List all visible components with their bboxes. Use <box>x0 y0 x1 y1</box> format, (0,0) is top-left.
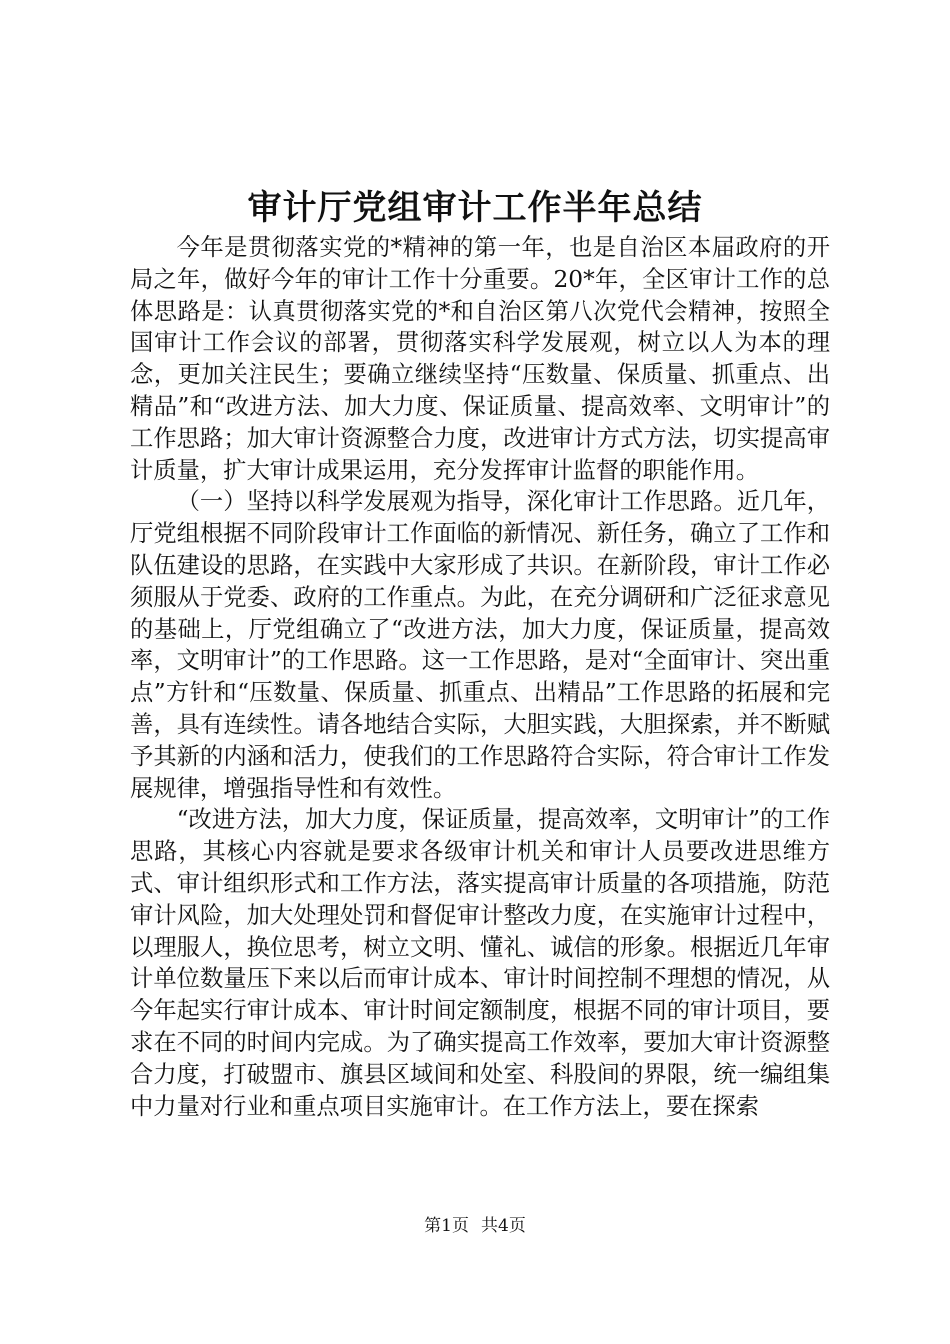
paragraph-2: （一）坚持以科学发展观为指导，深化审计工作思路。近几年，厅党组根据不同阶段审计工作面临的新情况、新任务，确立了工作和队伍建设的思路，在实践中大家形成了共识。在新阶段，审计工作必须服从于党委、政府的工作重点。为此，在充分调研和广泛征求意见的基础上，厅党组确立了“改进方法，加大力度，保证质量，提高效率，文明审计”的工作思路。这一工作思路，是对“全面审计、突出重点”方针和“压数量、保质量、抓重点、出精品”工作思路的拓展和完善，具有连续性。请各地结合实际，大胆实践，大胆探索，并不断赋予其新的内涵和活力，使我们的工作思路符合实际，符合审计工作发展规律，增强指导性和有效性。 <box>130 488 830 802</box>
paragraph-3: “改进方法，加大力度，保证质量，提高效率，文明审计”的工作思路，其核心内容就是要求各级审计机关和审计人员要改进思维方式、审计组织形式和工作方法，落实提高审计质量的各项措施，防范审计风险，加大处理处罚和督促审计整改力度，在实施审计过程中，以理服人，换位思考，树立文明、懂礼、诚信的形象。根据近几年审计单位数量压下来以后而审计成本、审计时间控制不理想的情况，从今年起实行审计成本、审计时间定额制度，根据不同的审计项目，要求在不同的时间内完成。为了确实提高工作效率，要加大审计资源整合力度，打破盟市、旗县区域间和处室、科股间的界限，统一编组集中力量对行业和重点项目实施审计。在工作方法上，要在探索 <box>130 806 830 1120</box>
page-total: 共4页 <box>481 1216 526 1236</box>
document-body <box>130 232 830 1122</box>
page-footer <box>0 1214 950 1238</box>
page-number: 第1页 <box>424 1216 469 1236</box>
document-title: 审计厅党组审计工作半年总结 <box>247 188 703 228</box>
paragraph-1: 今年是贯彻落实党的*精神的第一年，也是自治区本届政府的开局之年，做好今年的审计工作十分重要。20*年，全区审计工作的总体思路是：认真贯彻落实党的*和自治区第八次党代会精神，按照全国审计工作会议的部署，贯彻落实科学发展观，树立以人为本的理念，更加关注民生；要确立继续坚持“压数量、保质量、抓重点、出精品”和“改进方法、加大力度、保证质量、提高效率、文明审计”的工作思路；加大审计资源整合力度，改进审计方式方法，切实提高审计质量，扩大审计成果运用，充分发挥审计监督的职能作用。 <box>130 234 830 484</box>
